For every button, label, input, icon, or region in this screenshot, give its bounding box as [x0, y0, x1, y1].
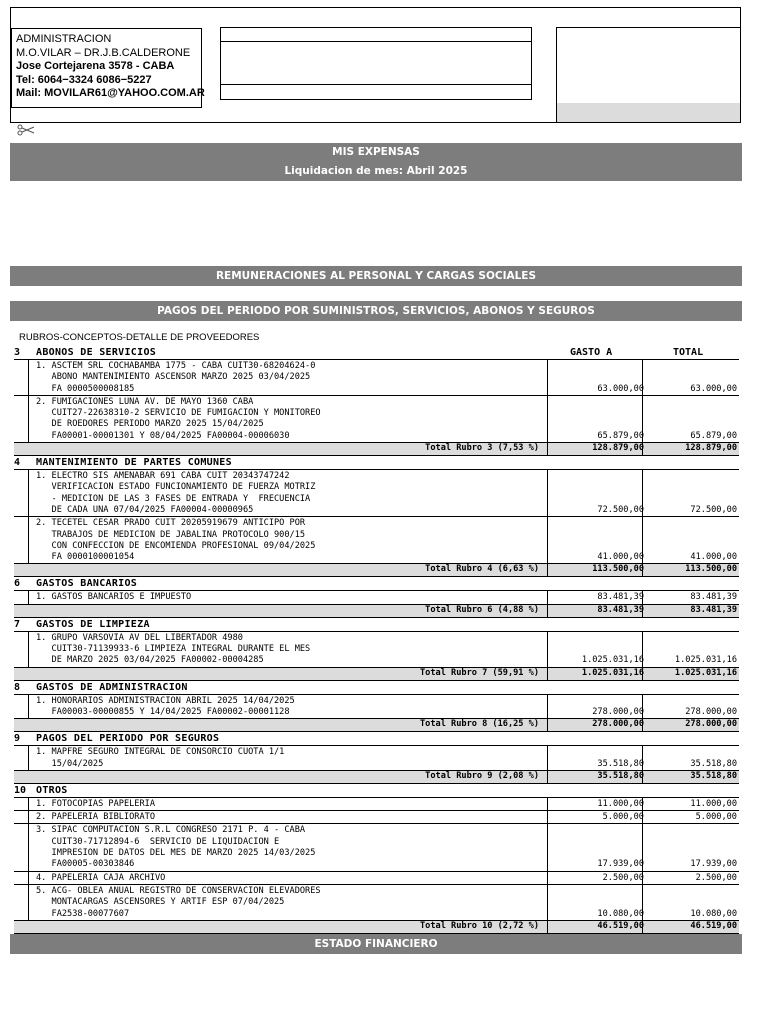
- column-header-total: TOTAL: [673, 347, 704, 358]
- rubro-total-total: 46.519,00: [690, 920, 737, 931]
- table-row: [14, 746, 739, 771]
- item-description-line: TRABAJOS DE MEDICION DE JABALINA PROTOCOLO 900/15: [36, 529, 306, 540]
- rubro-total-total: 128.879,00: [685, 443, 737, 454]
- row-border-left: [28, 591, 29, 603]
- row-border-left: [28, 517, 29, 563]
- section-remuneraciones: REMUNERACIONES AL PERSONAL Y CARGAS SOCIALES: [10, 266, 742, 286]
- table-row: [14, 811, 739, 824]
- table-row: [14, 872, 739, 885]
- admin-email: Mail: MOVILAR61@YAHOO.COM.AR: [16, 87, 205, 99]
- rubro-total-row: [14, 605, 739, 618]
- item-gasto: 17.939,00: [597, 859, 644, 870]
- item-description-line: CON CONFECCION DE ENCOMIENDA PROFESIONAL 09/04/2025: [36, 540, 316, 551]
- rubro-total-gasto: 278.000,00: [592, 719, 644, 730]
- section-estado-financiero: ESTADO FINANCIERO: [10, 934, 742, 954]
- page-title: MIS EXPENSAS: [332, 146, 420, 158]
- item-description: [36, 592, 191, 603]
- column-divider: [547, 632, 548, 667]
- column-divider: [547, 605, 548, 617]
- column-divider: [547, 921, 548, 933]
- table-row: [14, 798, 739, 811]
- column-header-gasto: GASTO A: [570, 347, 613, 358]
- admin-names: M.O.VILAR – DR.J.B.CALDERONE: [16, 46, 191, 59]
- table-row: [14, 591, 739, 604]
- consorcio-info-box: [220, 27, 532, 100]
- item-description-line: FA2538-00077607: [36, 908, 130, 919]
- administration-info: [11, 28, 205, 108]
- rubro-name: GASTOS BANCARIOS: [36, 578, 138, 590]
- rubro-total-label: Total Rubro 6 (4,88 %): [425, 604, 539, 615]
- column-divider: [547, 443, 548, 455]
- column-divider: [547, 396, 548, 442]
- rubro-number: 4: [14, 457, 21, 469]
- table-row: [14, 885, 739, 921]
- rubro-total-total: 1.025.031,16: [674, 667, 737, 678]
- row-border-left: [28, 885, 29, 920]
- rubro-name: MANTENIMIENTO DE PARTES COMUNES: [36, 457, 232, 469]
- item-description-line: 1. GASTOS BANCARIOS E IMPUESTO: [36, 592, 192, 603]
- rubro-name: GASTOS DE ADMINISTRACION: [36, 681, 188, 693]
- item-description-line: 1. ASCTEM SRL COCHABAMBA 1775 - CABA CUIT30-68204624-0: [36, 361, 316, 371]
- item-gasto: 278.000,00: [592, 706, 644, 717]
- item-gasto: 2.500,00: [602, 872, 644, 883]
- row-border-left: [28, 396, 29, 442]
- row-border-left: [28, 811, 29, 823]
- rubro-name: GASTOS DE LIMPIEZA: [36, 618, 150, 630]
- item-description-line: FA00005-00303846: [36, 859, 135, 870]
- rubro-header: [14, 732, 739, 746]
- item-description-line: FA00003-00000855 Y 14/04/2025 FA00002-00001128: [36, 706, 290, 717]
- column-divider: [547, 771, 548, 783]
- rubro-total-gasto: 128.879,00: [592, 443, 644, 454]
- rubro-name: ABONOS DE SERVICIOS: [36, 347, 157, 358]
- column-divider: [547, 695, 548, 719]
- rubro-total-total: 35.518,80: [690, 770, 737, 781]
- rubro-total-label: Total Rubro 10 (2,72 %): [420, 920, 539, 931]
- rubro-total-label: Total Rubro 4 (6,63 %): [425, 564, 539, 575]
- item-description-line: DE ROEDORES PERIODO MARZO 2025 15/04/2025: [36, 419, 264, 430]
- row-border-left: [28, 695, 29, 719]
- item-total: 35.518,80: [690, 758, 737, 769]
- rubro-total-row: [14, 921, 739, 934]
- column-divider: [547, 872, 548, 884]
- rubro-name: PAGOS DEL PERIODO POR SEGUROS: [36, 733, 220, 745]
- rubro-number: 8: [14, 681, 21, 693]
- item-total: 278.000,00: [685, 706, 737, 717]
- item-total: 2.500,00: [695, 872, 737, 883]
- rubro-header: [14, 456, 739, 470]
- column-divider: [547, 798, 548, 810]
- item-description: [36, 747, 284, 770]
- rubro-number: 6: [14, 578, 21, 590]
- item-description: [36, 696, 295, 719]
- rubro-number: 3: [14, 347, 21, 358]
- table-row: [14, 396, 739, 443]
- column-divider: [547, 360, 548, 395]
- scissors-icon: [17, 124, 35, 139]
- item-description-line: 15/04/2025: [36, 758, 104, 769]
- item-total: 5.000,00: [695, 812, 737, 823]
- item-total: 72.500,00: [690, 504, 737, 515]
- item-description-line: 1. ELECTRO SIS AMENABAR 691 CABA CUIT 20343747242: [36, 471, 290, 482]
- row-border-left: [28, 746, 29, 770]
- item-gasto: 10.080,00: [597, 908, 644, 919]
- item-description: [36, 361, 315, 395]
- item-total: 41.000,00: [690, 552, 737, 563]
- item-total: 65.879,00: [690, 430, 737, 441]
- rubro-total-label: Total Rubro 3 (7,53 %): [425, 443, 539, 454]
- column-divider: [547, 746, 548, 770]
- admin-address: Jose Cortejarena 3578 - CABA: [16, 60, 175, 72]
- item-gasto: 63.000,00: [597, 383, 644, 394]
- column-divider: [547, 668, 548, 680]
- item-description-line: CUIT27-22638310-2 SERVICIO DE FUMIGACION Y MONITOREO: [36, 408, 321, 419]
- item-description-line: FA 0000100001054: [36, 552, 135, 563]
- column-divider: [547, 517, 548, 563]
- rubro-total-label: Total Rubro 8 (16,25 %): [420, 719, 539, 730]
- admin-phone: Tel: 6064−3324 6086−5227: [16, 73, 152, 86]
- rubro-total-row: [14, 668, 739, 681]
- row-border-left: [28, 798, 29, 810]
- item-total: 11.000,00: [690, 798, 737, 809]
- item-gasto: 65.879,00: [597, 430, 644, 441]
- rubro-header: [14, 681, 739, 695]
- item-gasto: 72.500,00: [597, 504, 644, 515]
- table-row: [14, 470, 739, 517]
- item-description-line: 3. SIPAC COMPUTACION S.R.L CONGRESO 2171 P. 4 - CABA: [36, 825, 306, 836]
- item-gasto: 1.025.031,16: [581, 655, 644, 666]
- item-total: 63.000,00: [690, 383, 737, 394]
- rubro-total-gasto: 35.518,80: [597, 770, 644, 781]
- column-divider: [547, 591, 548, 603]
- item-total: 10.080,00: [690, 908, 737, 919]
- table-row: [14, 517, 739, 564]
- rubro-total-row: [14, 564, 739, 577]
- item-description: [36, 471, 315, 516]
- rubro-total-row: [14, 771, 739, 784]
- rubro-header: [14, 784, 739, 798]
- item-gasto: 11.000,00: [597, 798, 644, 809]
- table-row: [14, 824, 739, 871]
- item-description-line: IMPRESION DE DATOS DEL MES DE MARZO 2025 14/03/2025: [36, 848, 316, 859]
- item-description-line: DE MARZO 2025 03/04/2025 FA00002-00004285: [36, 655, 264, 666]
- item-total: 1.025.031,16: [674, 655, 737, 666]
- item-description-line: 1. FOTOCOPIAS PAPELERIA: [36, 798, 155, 809]
- table-row: [14, 695, 739, 720]
- item-description-line: 1. GRUPO VARSOVIA AV DEL LIBERTADOR 4980: [36, 632, 243, 643]
- row-border-left: [28, 824, 29, 870]
- section-pagos: PAGOS DEL PERIODO POR SUMINISTROS, SERVICIOS, ABONOS Y SEGUROS: [10, 301, 742, 321]
- rubro-header: [14, 577, 739, 591]
- expenses-table: [14, 346, 739, 947]
- period-subtitle: Liquidacion de mes: Abril 2025: [284, 165, 468, 177]
- item-gasto: 41.000,00: [597, 552, 644, 563]
- row-border-left: [28, 470, 29, 516]
- item-description: [36, 873, 165, 884]
- item-description-line: CUIT30-71712894-6 SERVICIO DE LIQUIDACION E: [36, 836, 280, 847]
- row-border-left: [28, 872, 29, 884]
- column-divider: [547, 824, 548, 870]
- item-total: 17.939,00: [690, 859, 737, 870]
- rubro-name: OTROS: [36, 784, 68, 796]
- rubro-total-gasto: 46.519,00: [597, 920, 644, 931]
- item-gasto: 83.481,39: [597, 592, 644, 603]
- rubro-number: 7: [14, 618, 21, 630]
- item-description: [36, 812, 155, 823]
- item-description: [36, 825, 315, 870]
- item-description: [36, 633, 310, 667]
- rubro-number: 10: [14, 784, 27, 796]
- rubro-total-label: Total Rubro 7 (59,91 %): [420, 667, 539, 678]
- item-description-line: VERIFICACION ESTADO FUNCIONAMIENTO DE FUERZA MOTRIZ: [36, 482, 316, 493]
- rubro-total-row: [14, 719, 739, 732]
- column-divider: [547, 885, 548, 920]
- rubro-total-gasto: 113.500,00: [592, 564, 644, 575]
- row-border-left: [28, 360, 29, 395]
- column-divider: [547, 470, 548, 516]
- table-row: [14, 360, 739, 396]
- rubro-header: [14, 618, 739, 632]
- item-description-line: FA00001-00001301 Y 08/04/2025 FA00004-00006030: [36, 430, 290, 441]
- rubro-total-row: [14, 443, 739, 456]
- item-description-line: 2. TECETEL CESAR PRADO CUIT 20205919679 ANTICIPO POR: [36, 518, 306, 529]
- item-description-line: 4. PAPELERIA CAJA ARCHIVO: [36, 872, 166, 883]
- item-description: [36, 886, 321, 920]
- unit-info-box: [556, 27, 741, 123]
- rubro-header: [14, 346, 739, 360]
- column-divider: [547, 564, 548, 576]
- item-gasto: 5.000,00: [602, 812, 644, 823]
- item-description-line: MONTACARGAS ASCENSORES Y ARTIF ESP 07/04/2025: [36, 897, 285, 908]
- item-description-line: ABONO MANTENIMIENTO ASCENSOR MARZO 2025 03/04/2025: [36, 372, 311, 383]
- admin-title: ADMINISTRACION: [16, 33, 112, 45]
- item-description-line: - MEDICION DE LAS 3 FASES DE ENTRADA Y FRECUENCIA: [36, 493, 311, 504]
- item-description-line: 1. HONORARIOS ADMINISTRACION ABRIL 2025 14/04/2025: [36, 695, 295, 706]
- rubro-number: 9: [14, 733, 21, 745]
- rubros-title: RUBROS-CONCEPTOS-DETALLE DE PROVEEDORES: [19, 332, 260, 343]
- title-bar: [10, 143, 742, 181]
- rubro-total-total: 113.500,00: [685, 564, 737, 575]
- item-description-line: 1. MAPFRE SEGURO INTEGRAL DE CONSORCIO CUOTA 1/1: [36, 747, 285, 758]
- item-description: [36, 799, 155, 810]
- rubro-total-gasto: 1.025.031,16: [581, 667, 644, 678]
- column-divider: [547, 811, 548, 823]
- item-description-line: 2. PAPELERIA BIBLIORATO: [36, 812, 155, 823]
- item-description-line: DE CADA UNA 07/04/2025 FA00004-00000965: [36, 504, 254, 515]
- item-description: [36, 397, 321, 442]
- rubro-total-total: 278.000,00: [685, 719, 737, 730]
- item-description-line: CUIT30-71139933-6 LIMPIEZA INTEGRAL DURANTE EL MES: [36, 644, 311, 655]
- item-description-line: 5. ACG- OBLEA ANUAL REGISTRO DE CONSERVACION ELEVADORES: [36, 885, 321, 896]
- item-description-line: 2. FUMIGACIONES LUNA AV. DE MAYO 1360 CABA: [36, 396, 254, 407]
- table-row: [14, 632, 739, 668]
- row-border-left: [28, 632, 29, 667]
- rubro-total-label: Total Rubro 9 (2,08 %): [425, 770, 539, 781]
- item-gasto: 35.518,80: [597, 758, 644, 769]
- item-description-line: FA 0000500008185: [36, 383, 135, 394]
- item-description: [36, 518, 315, 563]
- column-divider: [547, 719, 548, 731]
- rubro-total-total: 83.481,39: [690, 604, 737, 615]
- item-total: 83.481,39: [690, 592, 737, 603]
- rubro-total-gasto: 83.481,39: [597, 604, 644, 615]
